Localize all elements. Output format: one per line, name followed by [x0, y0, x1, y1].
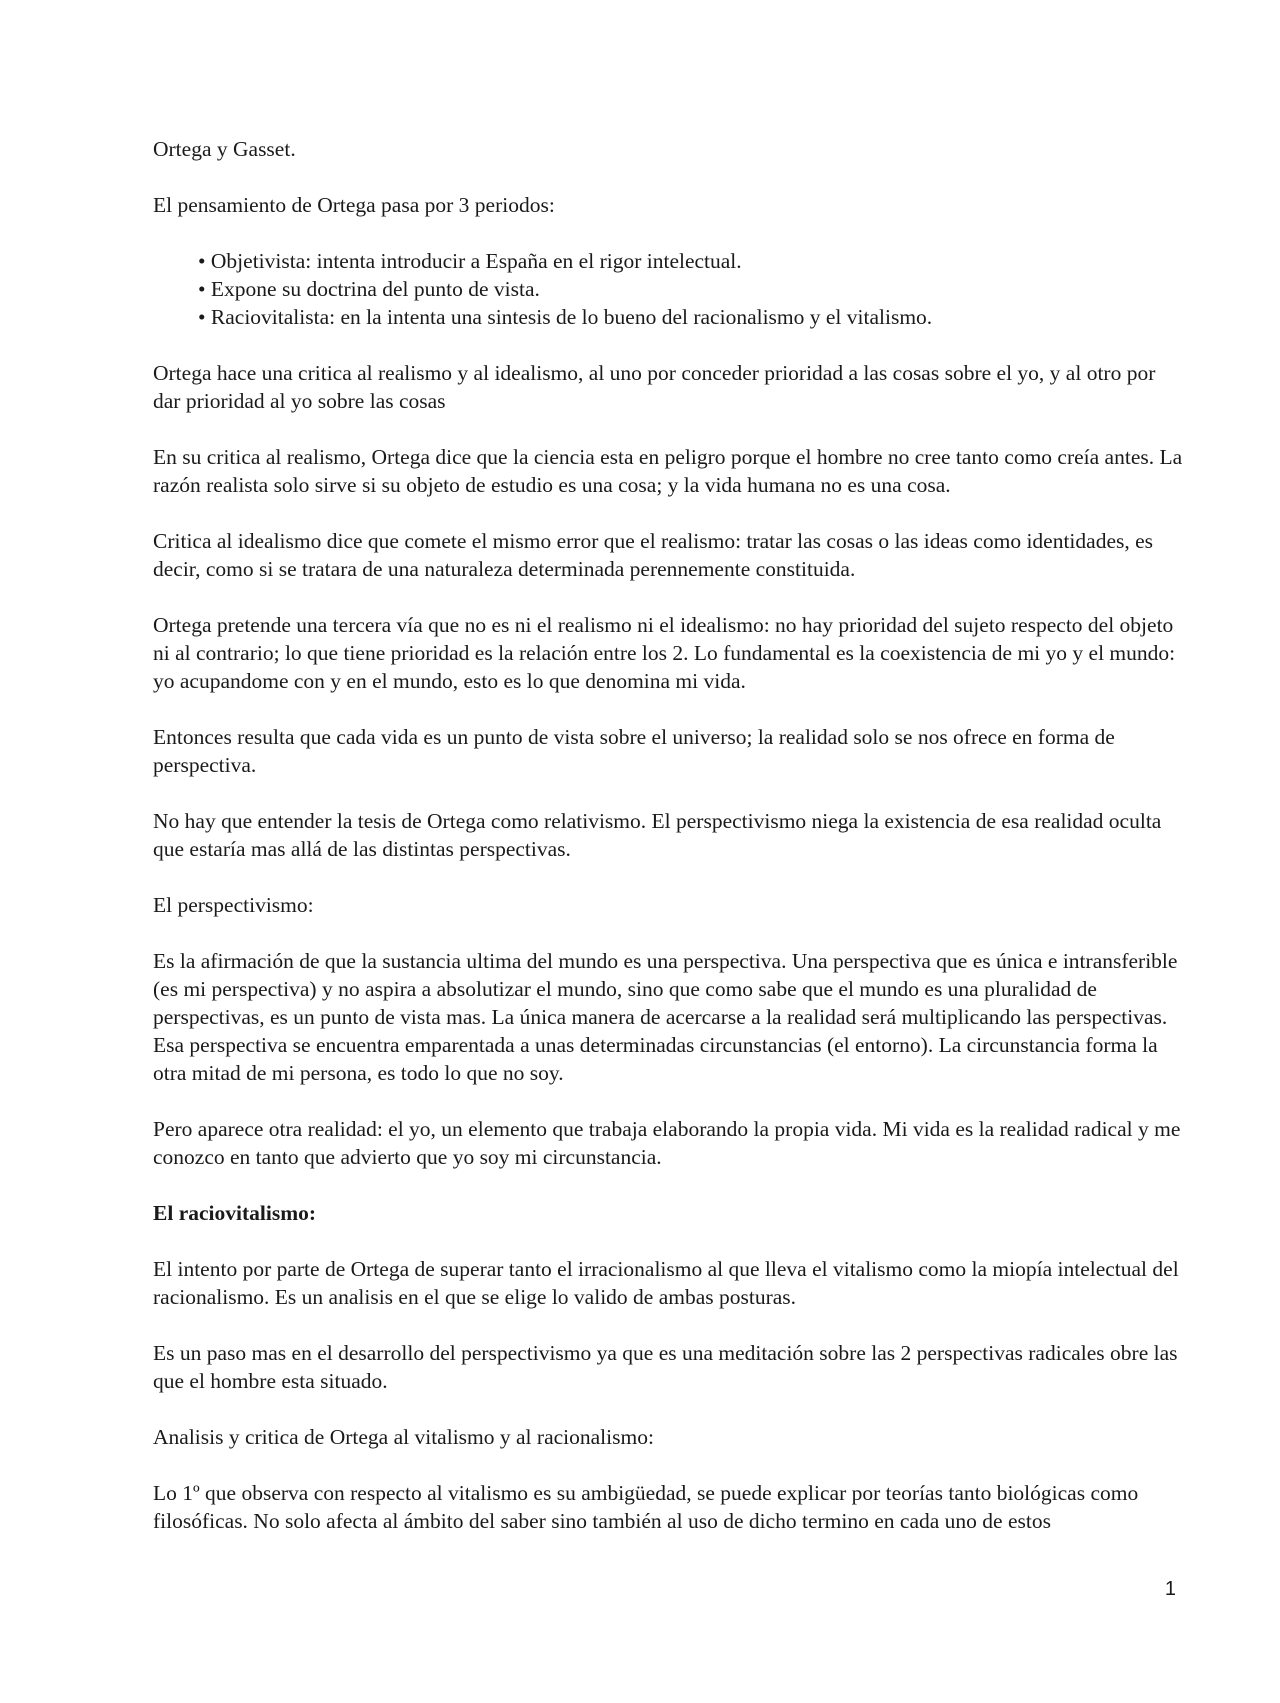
paragraph: El intento por parte de Ortega de superar tanto el irracionalismo al que lleva el vitalismo como la miopía intelectual del racionalismo. Es un analisis en el que se elige lo valido de ambas posturas. — [153, 1257, 1179, 1309]
paragraph: Es la afirmación de que la sustancia ultima del mundo es una perspectiva. Una perspectiva que es única e intransferible (es mi perspectiva) y no aspira a absolutizar el mundo, sino que como sabe que el mundo es una pluralidad de perspectivas, es un punto de vista mas. La única manera de acercarse a la realidad será multiplicando las perspectivas. Esa perspectiva se encuentra emparentada a unas determinadas circunstancias (el entorno). La circunstancia forma la otra mitad de mi persona, es todo lo que no soy. — [153, 949, 1178, 1085]
section-heading: El raciovitalismo: — [153, 1201, 317, 1225]
paragraph: No hay que entender la tesis de Ortega como relativismo. El perspectivismo niega la existencia de esa realidad oculta que estaría mas allá de las distintas perspectivas. — [153, 809, 1162, 861]
paragraph: Entonces resulta que cada vida es un punto de vista sobre el universo; la realidad solo se nos ofrece en forma de perspectiva. — [153, 725, 1115, 777]
document-title: Ortega y Gasset. — [153, 137, 296, 161]
document-body — [153, 135, 1188, 1563]
paragraph: Lo 1º que observa con respecto al vitalismo es su ambigüedad, se puede explicar por teorías tanto biológicas como filosóficas. No solo afecta al ámbito del saber sino también al uso de dicho termino en cada uno de estos — [153, 1481, 1139, 1533]
intro-paragraph: El pensamiento de Ortega pasa por 3 periodos: — [153, 193, 555, 217]
periods-list — [153, 247, 1188, 331]
subheading-perspectivismo: El perspectivismo: — [153, 893, 314, 917]
paragraph: Ortega pretende una tercera vía que no es ni el realismo ni el idealismo: no hay prioridad del sujeto respecto del objeto ni al contrario; lo que tiene prioridad es la relación entre los 2. Lo fundamental es la coexistencia de mi yo y el mundo: yo acupandome con y en el mundo, esto es lo que denomina mi vida. — [153, 613, 1176, 693]
paragraph: Ortega hace una critica al realismo y al idealismo, al uno por conceder prioridad a las cosas sobre el yo, y al otro por dar prioridad al yo sobre las cosas — [153, 361, 1156, 413]
bullet-icon: • — [198, 277, 211, 301]
list-item: • Raciovitalista: en la intenta una sintesis de lo bueno del racionalismo y el vitalismo. — [198, 305, 933, 329]
paragraph: Pero aparece otra realidad: el yo, un elemento que trabaja elaborando la propia vida. Mi vida es la realidad radical y me conozco en tanto que advierto que yo soy mi circunstancia. — [153, 1117, 1181, 1169]
paragraph: En su critica al realismo, Ortega dice que la ciencia esta en peligro porque el hombre no cree tanto como creía antes. La razón realista solo sirve si su objeto de estudio es una cosa; y la vida humana no es una cosa. — [153, 445, 1183, 497]
paragraph: Critica al idealismo dice que comete el mismo error que el realismo: tratar las cosas o las ideas como identidades, es decir, como si se tratara de una naturaleza determinada perennemente constituida. — [153, 529, 1154, 581]
paragraph: Es un paso mas en el desarrollo del perspectivismo ya que es una meditación sobre las 2 perspectivas radicales obre las que el hombre esta situado. — [153, 1341, 1178, 1393]
bullet-icon: • — [198, 305, 211, 329]
list-item: • Objetivista: intenta introducir a España en el rigor intelectual. — [198, 249, 742, 273]
list-item: • Expone su doctrina del punto de vista. — [198, 277, 540, 301]
paragraph: Analisis y critica de Ortega al vitalismo y al racionalismo: — [153, 1425, 654, 1449]
bullet-icon: • — [198, 249, 211, 273]
page-number: 1 — [1164, 1578, 1176, 1600]
